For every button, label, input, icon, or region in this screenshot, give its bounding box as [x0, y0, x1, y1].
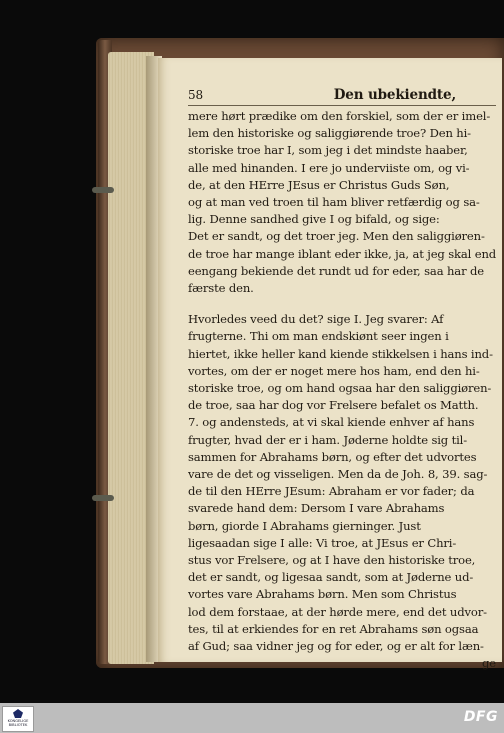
- text-line: eengang bekiende det rundt ud for eder, saa har de: [188, 263, 484, 278]
- text-line: de troe har mange iblant eder ikke, ja, at jeg skal end: [188, 246, 496, 261]
- text-line: de troe, saa har dog vor Frelsere befalet os Matth.: [188, 398, 479, 413]
- text-line: tes, til at erkiendes for en ret Abrahams søn ogsaa: [188, 621, 479, 636]
- text-line: frugterne. Thi om man endskiønt seer ingen i: [188, 329, 449, 344]
- text-line: børn, giorde I Abrahams gierninger. Just: [188, 518, 421, 533]
- binding-string-top: [92, 187, 114, 193]
- text-line: og at man ved troen til ham bliver retfærdig og sa-: [188, 195, 480, 210]
- text-line: lod dem forstaae, at der hørde mere, end det udvor-: [188, 604, 487, 619]
- text-line: mere hørt prædike om den forskiel, som der er imel-: [188, 109, 491, 123]
- paragraph-2: [188, 311, 496, 655]
- page-header: [188, 82, 496, 106]
- text-line: 7. og andensteds, at vi skal kiende enhver af hans: [188, 415, 475, 430]
- text-line: Det er sandt, og det troer jeg. Men den saliggiøren-: [188, 229, 485, 244]
- text-line: Hvorledes veed du det? sige I. Jeg svarer: Af: [188, 312, 444, 327]
- book-page: [158, 58, 502, 671]
- text-line: af Gud; saa vidner jeg og for eder, og er alt for læn-: [188, 639, 484, 654]
- text-line: de, at den HErre JEsus er Christus Guds Søn,: [188, 177, 450, 192]
- text-line: hiertet, ikke heller kand kiende stikkelsen i hans ind-: [188, 346, 493, 361]
- text-line: færste den.: [188, 281, 254, 296]
- library-logo[interactable]: [2, 706, 34, 732]
- text-line: lem den historiske og saliggiørende troe? Den hi-: [188, 126, 471, 141]
- paragraph-1: [188, 108, 496, 297]
- text-line: alle med hinanden. I ere jo underviiste om, og vi-: [188, 160, 470, 175]
- text-line: de til den HErre JEsum: Abraham er vor fader; da: [188, 484, 475, 499]
- running-title: Den ubekiendte,: [333, 86, 456, 103]
- text-line: lig. Denne sandhed give I og bifald, og sige:: [188, 212, 440, 227]
- text-line: vortes vare Abrahams børn. Men som Christus: [188, 587, 457, 602]
- text-line: svarede hand dem: Dersom I vare Abrahams: [188, 501, 445, 516]
- text-line: ligesaadan sige I alle: Vi troe, at JEsus er Chri-: [188, 535, 457, 550]
- library-logo-text: KONGELIGE BIBLIOTEK: [7, 719, 29, 727]
- text-line: storiske troe, og om hand ogsaa har den saliggiøren-: [188, 381, 492, 396]
- catchword: ge: [482, 656, 496, 671]
- text-line: stus vor Frelsere, og at I have den historiske troe,: [188, 553, 476, 568]
- text-line: vare de det og visseligen. Men da de Joh. 8, 39. sag-: [188, 467, 488, 482]
- crown-icon: [13, 709, 23, 718]
- page-number: 58: [188, 87, 203, 102]
- text-line: sammen for Abrahams børn, og efter det udvortes: [188, 449, 477, 464]
- paragraph-gap: [188, 297, 496, 311]
- binding-string-bottom: [92, 495, 114, 501]
- text-line: vortes, om der er noget mere hos ham, end den hi-: [188, 363, 480, 378]
- page-text: [188, 82, 496, 673]
- text-line: det er sandt, og ligesaa sandt, som at Jøderne ud-: [188, 570, 474, 585]
- viewer-footer-bar: [0, 703, 504, 733]
- text-line: frugter, hvad der er i ham. Jøderne holdte sig til-: [188, 432, 468, 447]
- text-line: storiske troe har I, som jeg i det mindste haaber,: [188, 143, 468, 158]
- dfg-logo[interactable]: DFG: [463, 709, 498, 725]
